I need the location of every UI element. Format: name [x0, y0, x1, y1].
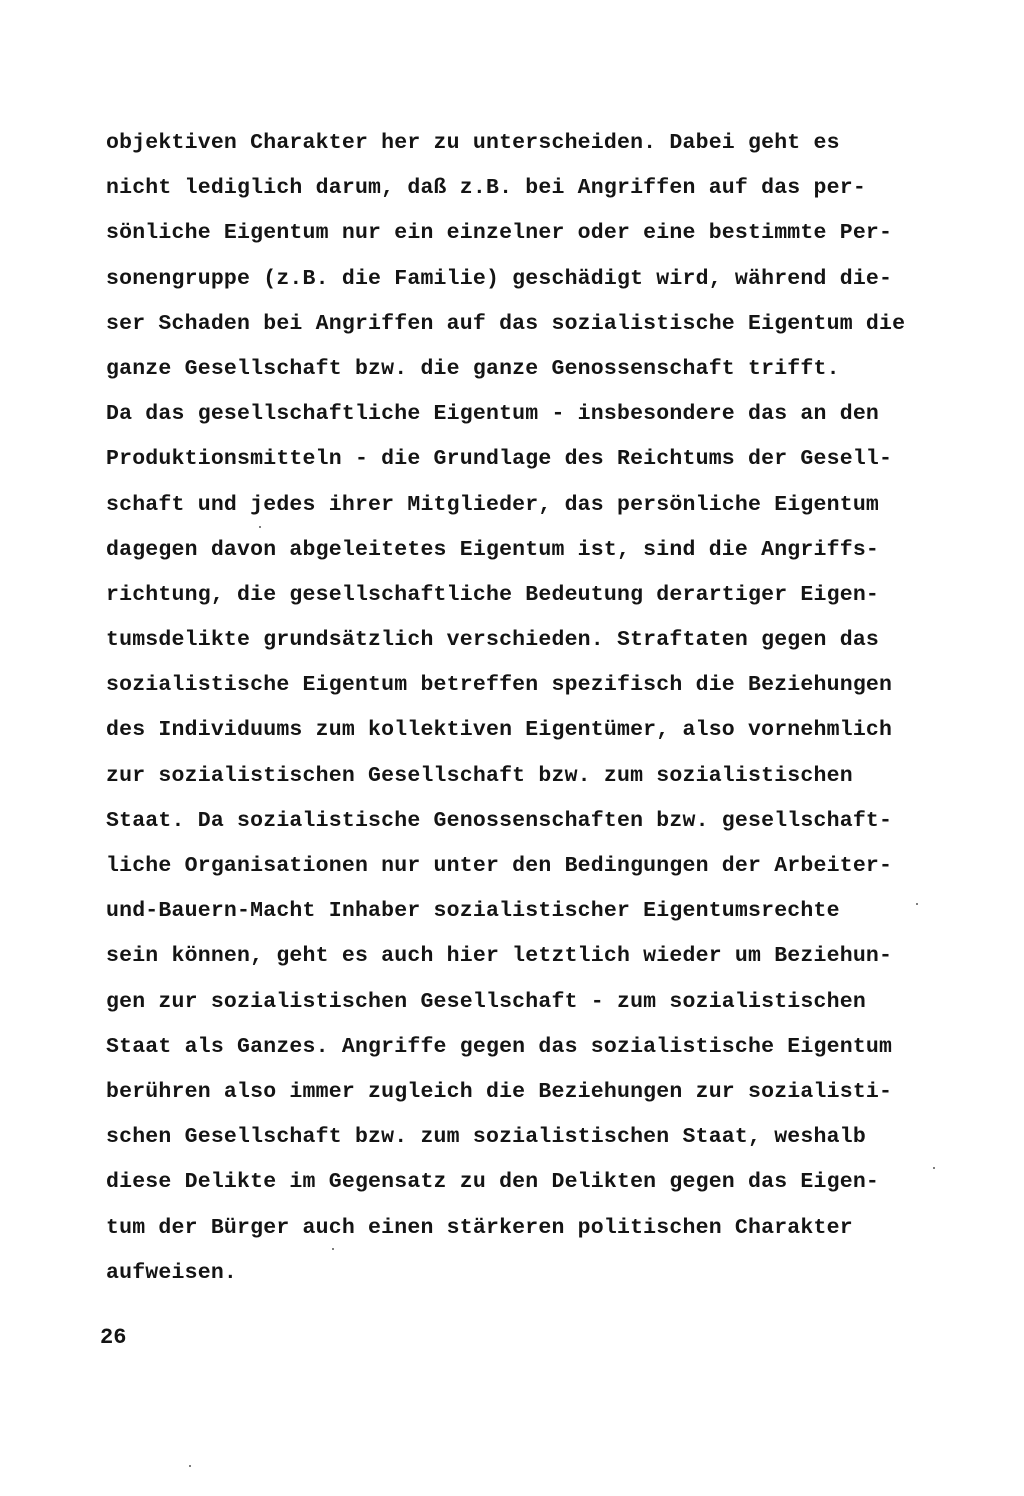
text-line: Staat als Ganzes. Angriffe gegen das sozialistische Eigentum [106, 1034, 893, 1059]
text-line: und-Bauern-Macht Inhaber sozialistischer Eigentumsrechte [106, 899, 840, 924]
scan-speck [259, 526, 261, 528]
page-number: 26 [100, 1325, 127, 1350]
text-line: sönliche Eigentum nur ein einzelner oder eine bestimmte Per- [106, 221, 893, 246]
text-line: zur sozialistischen Gesellschaft bzw. zum sozialistischen [106, 763, 853, 788]
text-line: objektiven Charakter her zu unterscheiden. Dabei geht es [106, 131, 840, 155]
text-line: nicht lediglich darum, daß z.B. bei Angriffen auf das per- [106, 176, 866, 201]
text-line: diese Delikte im Gegensatz zu den Delikten gegen das Eigen- [106, 1170, 880, 1195]
text-line: Staat. Da sozialistische Genossenschaften bzw. gesellschaft- [106, 808, 893, 833]
text-line: liche Organisationen nur unter den Bedingungen der Arbeiter- [106, 854, 893, 878]
text-line: gen zur sozialistischen Gesellschaft - zum sozialistischen [106, 989, 866, 1014]
scan-speck [916, 903, 918, 905]
text-line: schen Gesellschaft bzw. zum sozialistischen Staat, weshalb [106, 1125, 866, 1150]
text-line: ser Schaden bei Angriffen auf das sozialistische Eigentum die [106, 311, 906, 336]
text-line: Produktionsmitteln - die Grundlage des Reichtums der Gesell- [106, 447, 893, 472]
text-line: des Individuums zum kollektiven Eigentümer, also vornehmlich [106, 718, 893, 743]
text-line: richtung, die gesellschaftliche Bedeutung derartiger Eigen- [106, 582, 880, 607]
text-line: sonengruppe (z.B. die Familie) geschädigt wird, während die- [106, 266, 893, 291]
text-line: sein können, geht es auch hier letztlich wieder um Beziehun- [106, 944, 893, 969]
scan-speck [933, 1167, 935, 1169]
scan-speck [332, 1248, 334, 1250]
text-line: schaft und jedes ihrer Mitglieder, das persönliche Eigentum [106, 492, 880, 517]
text-line: ganze Gesellschaft bzw. die ganze Genossenschaft trifft. [106, 356, 840, 381]
scan-speck [189, 1465, 191, 1467]
text-line: Da das gesellschaftliche Eigentum - insbesondere das an den [106, 402, 880, 427]
text-line: sozialistische Eigentum betreffen spezifisch die Beziehungen [106, 673, 893, 698]
text-line: aufweisen. [106, 1260, 238, 1285]
text-line: tum der Bürger auch einen stärkeren politischen Charakter [106, 1215, 853, 1240]
text-line: berühren also immer zugleich die Beziehungen zur sozialisti- [106, 1079, 893, 1104]
text-line: dagegen davon abgeleitetes Eigentum ist, sind die Angriffs- [106, 537, 880, 562]
text-line: tumsdelikte grundsätzlich verschieden. Straftaten gegen das [106, 628, 880, 653]
body-text [106, 121, 966, 1296]
